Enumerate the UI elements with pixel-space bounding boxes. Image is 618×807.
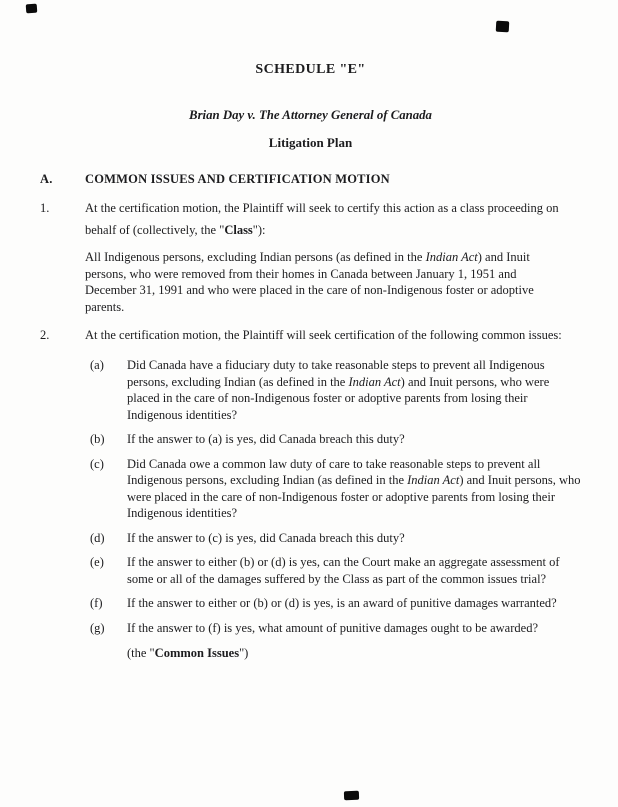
common-issues-label: (the "Common Issues"): [127, 646, 249, 660]
sub-item-a-letter: (a): [90, 358, 104, 372]
sub-item-a: [90, 357, 581, 423]
sub-item-d-text: If the answer to (c) is yes, did Canada breach this duty?: [127, 530, 405, 545]
section-title: COMMON ISSUES AND CERTIFICATION MOTION: [85, 172, 390, 186]
sub-item-d: [90, 530, 581, 547]
sub-item-f-text: If the answer to either or (b) or (d) is yes, is an award of punitive damages warranted?: [127, 596, 557, 610]
scan-artifact-top-left: [26, 4, 38, 14]
sub-item-f-letter: (f): [90, 596, 103, 610]
sub-item-g: [90, 620, 581, 637]
sub-item-c: [90, 456, 581, 522]
class-definition-paragraph: All Indigenous persons, excluding Indian persons (as defined in the Indian Act) and Inuit persons, who were removed from their homes in Canada between January 1, 1951 and December 31, 1991 and who were placed in the care of non-Indigenous foster or adoptive parents.: [85, 250, 534, 314]
sub-item-b: [90, 431, 581, 448]
item-2-text: At the certification motion, the Plaintiff will seek certification of the following common issues:: [85, 328, 562, 342]
sub-item-e-letter: (e): [90, 555, 104, 569]
item-1-number: 1.: [40, 201, 50, 215]
sub-item-g-text: If the answer to (f) is yes, what amount of punitive damages ought to be awarded?: [127, 620, 538, 635]
section-heading: [40, 171, 581, 187]
document-subtitle: Litigation Plan: [268, 135, 353, 150]
scan-artifact-top-right: [496, 21, 510, 33]
sub-item-a-text: Did Canada have a fiduciary duty to take reasonable steps to prevent all Indigenous persons, excluding Indian (as defined in the Indian Act) and Inuit persons, who were placed in the care of non-Indigenous foster or adoptive parents from losing their Indigenous identities?: [127, 358, 550, 422]
sub-item-e-text: If the answer to either (b) or (d) is yes, can the Court make an aggregate assessment of some or all of the damages suffered by the Class as part of the common issues trial?: [127, 555, 560, 586]
sub-item-e: [90, 554, 581, 587]
item-1-text: At the certification motion, the Plaintiff will seek to certify this action as a class proceeding on behalf of (collectively, the "Class"):: [85, 201, 559, 237]
numbered-item-2: [40, 324, 581, 346]
schedule-title: SCHEDULE "E": [255, 62, 366, 77]
sub-item-c-text: Did Canada owe a common law duty of care to take reasonable steps to prevent all Indigenous persons, excluding Indian (as defined in the Indian Act) and Inuit persons, who were placed in the care of non-Indigenous foster or adoptive parents from losing their Indigenous identities?: [127, 456, 581, 520]
item-2-number: 2.: [40, 328, 50, 342]
sub-item-f: [90, 595, 581, 612]
sub-item-c-letter: (c): [90, 456, 104, 471]
sub-item-b-text: If the answer to (a) is yes, did Canada breach this duty?: [127, 432, 405, 446]
section-label: A.: [40, 172, 53, 186]
sub-item-d-letter: (d): [90, 530, 105, 545]
case-name: Brian Day v. The Attorney General of Canada: [189, 108, 432, 122]
scan-artifact-bottom: [344, 791, 359, 801]
numbered-item-1: [40, 197, 581, 241]
sub-item-g-letter: (g): [90, 620, 105, 635]
sub-item-b-letter: (b): [90, 432, 105, 446]
